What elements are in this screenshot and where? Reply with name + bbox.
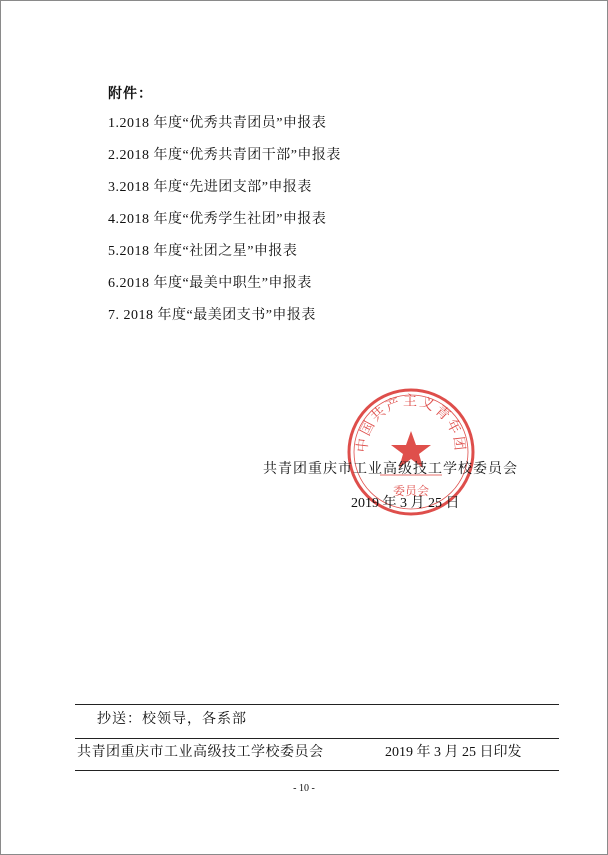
attachment-item: 1.2018 年度“优秀共青团员”申报表: [108, 116, 327, 131]
seal-arc-text: 中国共产主义青年团: [354, 393, 468, 454]
cc-recipients: 抄送：校领导，各系部: [97, 712, 247, 727]
attachment-item: 6.2018 年度“最美中职生”申报表: [108, 276, 312, 291]
seal-sub-text: 委员会: [392, 484, 430, 498]
attachment-item: 7. 2018 年度“最美团支书”申报表: [108, 308, 316, 323]
attachments-list: [108, 113, 341, 337]
attachment-item: 3.2018 年度“先进团支部”申报表: [108, 180, 312, 195]
signature-date: 2019 年 3 月 25 日: [351, 496, 460, 511]
footer-rule-top: [75, 704, 559, 705]
attachment-item: 2.2018 年度“优秀共青团干部”申报表: [108, 148, 341, 163]
attachment-item: 4.2018 年度“优秀学生社团”申报表: [108, 212, 327, 227]
footer-issue-date: 2019 年 3 月 25 日印发: [385, 745, 522, 760]
footer-issuer: 共青团重庆市工业高级技工学校委员会: [77, 745, 324, 760]
page-number: - 10 -: [293, 783, 315, 794]
attachment-item: 5.2018 年度“社团之星”申报表: [108, 244, 298, 259]
signature-issuer: 共青团重庆市工业高级技工学校委员会: [263, 462, 518, 477]
attachments-heading: 附件：: [108, 87, 153, 102]
footer-rule-bottom: [75, 770, 559, 771]
footer-rule-middle: [75, 738, 559, 739]
